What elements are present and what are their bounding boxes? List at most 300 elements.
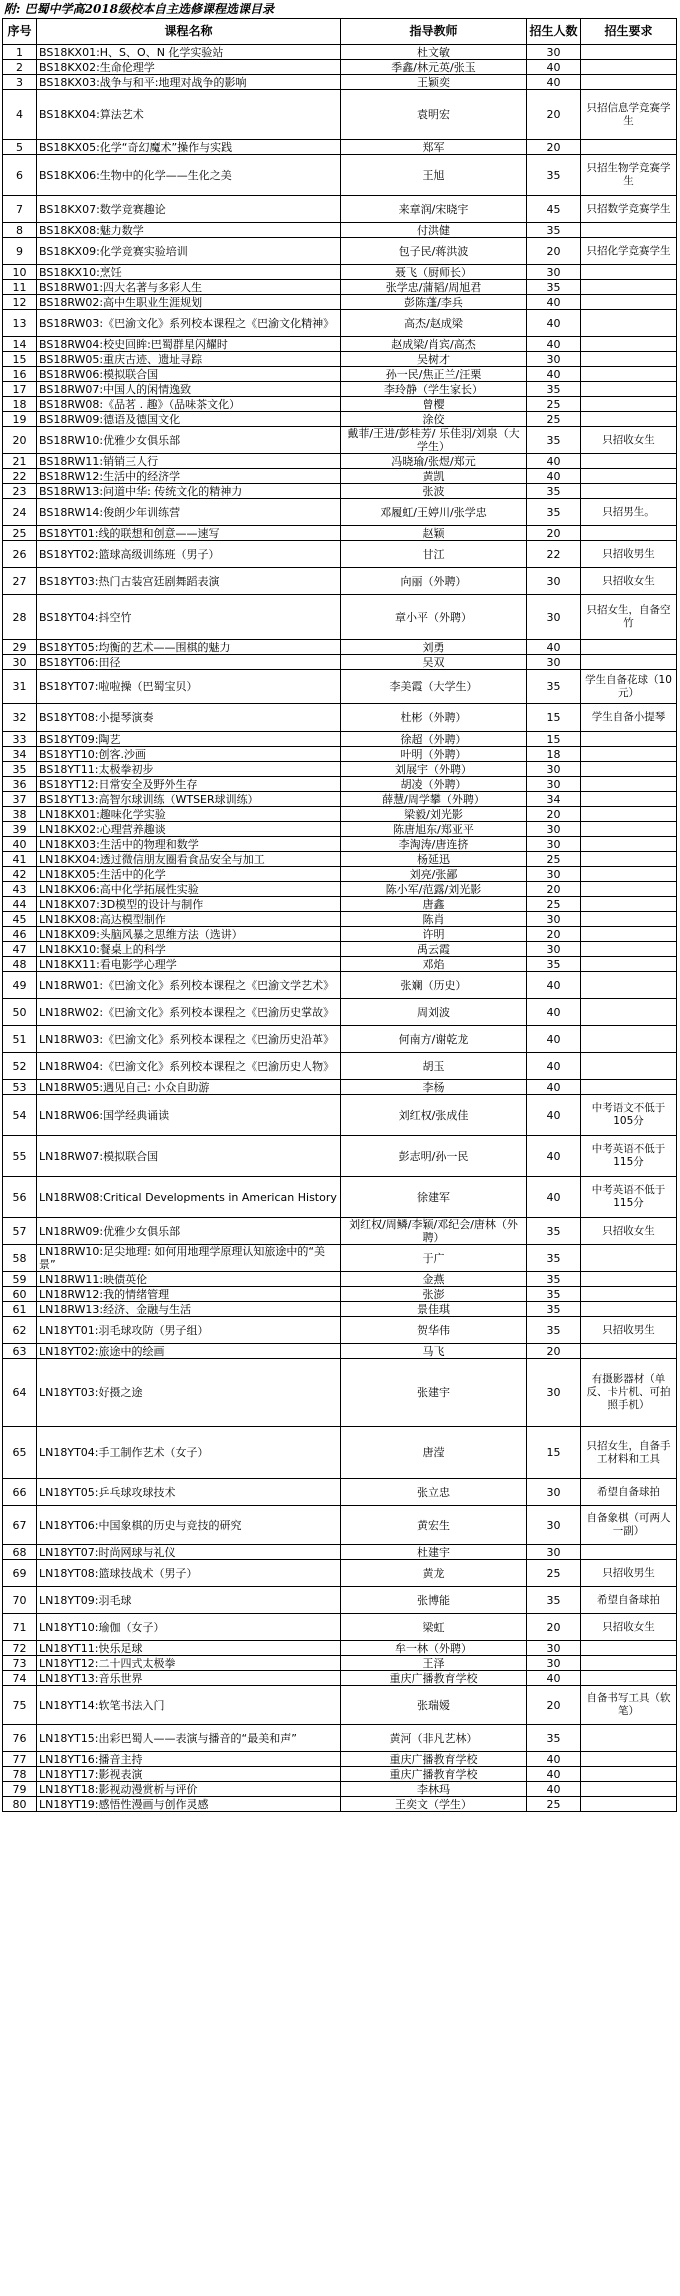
course-name: BS18KX08:魅力数学 bbox=[37, 223, 341, 238]
table-row bbox=[3, 541, 677, 568]
table-row bbox=[3, 704, 677, 732]
teacher-name: 赵成梁/肖宾/高杰 bbox=[341, 337, 527, 352]
teacher-name: 袁明宏 bbox=[341, 90, 527, 140]
enrollment-requirement bbox=[581, 732, 677, 747]
course-name: BS18KX02:生命伦理学 bbox=[37, 60, 341, 75]
enrollment-requirement bbox=[581, 942, 677, 957]
row-number: 14 bbox=[3, 337, 37, 352]
table-row bbox=[3, 280, 677, 295]
enrollment-quota: 35 bbox=[527, 670, 581, 704]
enrollment-quota: 30 bbox=[527, 568, 581, 595]
teacher-name: 杨延迅 bbox=[341, 852, 527, 867]
table-row bbox=[3, 382, 677, 397]
enrollment-requirement bbox=[581, 1344, 677, 1359]
table-row bbox=[3, 140, 677, 155]
teacher-name: 王泽 bbox=[341, 1656, 527, 1671]
table-row bbox=[3, 238, 677, 265]
enrollment-quota: 35 bbox=[527, 382, 581, 397]
row-number: 23 bbox=[3, 484, 37, 499]
teacher-name: 张博能 bbox=[341, 1587, 527, 1614]
teacher-name: 周刘波 bbox=[341, 999, 527, 1026]
table-row bbox=[3, 1686, 677, 1725]
row-number: 76 bbox=[3, 1725, 37, 1752]
enrollment-requirement bbox=[581, 837, 677, 852]
enrollment-quota: 35 bbox=[527, 427, 581, 454]
teacher-name: 张波 bbox=[341, 484, 527, 499]
row-number: 43 bbox=[3, 882, 37, 897]
course-name: LN18YT07:时尚网球与礼仪 bbox=[37, 1545, 341, 1560]
row-number: 16 bbox=[3, 367, 37, 382]
enrollment-requirement bbox=[581, 484, 677, 499]
teacher-name: 重庆广播教育学校 bbox=[341, 1752, 527, 1767]
teacher-name: 梁虹 bbox=[341, 1614, 527, 1641]
row-number: 46 bbox=[3, 927, 37, 942]
course-name: LN18YT11:快乐足球 bbox=[37, 1641, 341, 1656]
row-number: 48 bbox=[3, 957, 37, 972]
enrollment-quota: 40 bbox=[527, 1095, 581, 1136]
course-name: LN18RW07:模拟联合国 bbox=[37, 1136, 341, 1177]
enrollment-quota: 40 bbox=[527, 1782, 581, 1797]
course-name: LN18YT14:软笔书法入门 bbox=[37, 1686, 341, 1725]
course-name: BS18RW13:问道中华: 传统文化的精神力 bbox=[37, 484, 341, 499]
course-name: LN18YT05:乒乓球攻球技术 bbox=[37, 1479, 341, 1506]
enrollment-quota: 30 bbox=[527, 837, 581, 852]
teacher-name: 张澎 bbox=[341, 1287, 527, 1302]
enrollment-requirement bbox=[581, 1752, 677, 1767]
course-name: LN18YT04:手工制作艺术（女子） bbox=[37, 1427, 341, 1479]
table-row bbox=[3, 897, 677, 912]
enrollment-requirement bbox=[581, 469, 677, 484]
table-row bbox=[3, 1725, 677, 1752]
enrollment-requirement bbox=[581, 640, 677, 655]
table-row bbox=[3, 499, 677, 526]
course-name: LN18RW11:映债英伦 bbox=[37, 1272, 341, 1287]
enrollment-requirement bbox=[581, 1725, 677, 1752]
row-number: 25 bbox=[3, 526, 37, 541]
enrollment-quota: 30 bbox=[527, 777, 581, 792]
teacher-name: 刘红权/张成佳 bbox=[341, 1095, 527, 1136]
row-number: 63 bbox=[3, 1344, 37, 1359]
course-name: LN18YT13:音乐世界 bbox=[37, 1671, 341, 1686]
table-row bbox=[3, 1656, 677, 1671]
enrollment-requirement bbox=[581, 792, 677, 807]
course-name: LN18RW06:国学经典诵读 bbox=[37, 1095, 341, 1136]
course-name: LN18YT16:播音主持 bbox=[37, 1752, 341, 1767]
teacher-name: 赵颖 bbox=[341, 526, 527, 541]
enrollment-quota: 30 bbox=[527, 942, 581, 957]
enrollment-quota: 35 bbox=[527, 1587, 581, 1614]
enrollment-quota: 40 bbox=[527, 295, 581, 310]
enrollment-quota: 25 bbox=[527, 1797, 581, 1812]
course-name: LN18YT08:篮球技战术（男子） bbox=[37, 1560, 341, 1587]
course-name: BS18YT07:啦啦操（巴蜀宝贝） bbox=[37, 670, 341, 704]
table-row bbox=[3, 427, 677, 454]
enrollment-requirement: 学生自备花球（10元） bbox=[581, 670, 677, 704]
course-name: BS18RW11:销销三人行 bbox=[37, 454, 341, 469]
teacher-name: 付洪健 bbox=[341, 223, 527, 238]
enrollment-requirement bbox=[581, 777, 677, 792]
row-number: 33 bbox=[3, 732, 37, 747]
enrollment-quota: 22 bbox=[527, 541, 581, 568]
teacher-name: 胡凌（外聘） bbox=[341, 777, 527, 792]
enrollment-requirement bbox=[581, 1797, 677, 1812]
teacher-name: 许明 bbox=[341, 927, 527, 942]
course-name: BS18YT02:篮球高级训练班（男子） bbox=[37, 541, 341, 568]
teacher-name: 陈肖 bbox=[341, 912, 527, 927]
table-row bbox=[3, 670, 677, 704]
enrollment-requirement bbox=[581, 1767, 677, 1782]
enrollment-quota: 45 bbox=[527, 196, 581, 223]
table-row bbox=[3, 45, 677, 60]
enrollment-requirement: 只招收女生 bbox=[581, 1614, 677, 1641]
enrollment-quota: 15 bbox=[527, 1427, 581, 1479]
course-name: BS18YT05:均衡的艺术——围棋的魅力 bbox=[37, 640, 341, 655]
course-name: LN18KX02:心理营养趣谈 bbox=[37, 822, 341, 837]
enrollment-requirement bbox=[581, 223, 677, 238]
enrollment-quota: 30 bbox=[527, 1506, 581, 1545]
course-name: BS18RW03:《巴渝文化》系列校本课程之《巴渝文化精神》 bbox=[37, 310, 341, 337]
enrollment-quota: 40 bbox=[527, 999, 581, 1026]
enrollment-quota: 20 bbox=[527, 807, 581, 822]
teacher-name: 唐滢 bbox=[341, 1427, 527, 1479]
enrollment-quota: 25 bbox=[527, 897, 581, 912]
document-title: 附: 巴蜀中学高2018级校本自主选修课程选课目录 bbox=[4, 2, 275, 16]
row-number: 26 bbox=[3, 541, 37, 568]
enrollment-quota: 20 bbox=[527, 1344, 581, 1359]
enrollment-quota: 25 bbox=[527, 397, 581, 412]
enrollment-requirement bbox=[581, 382, 677, 397]
enrollment-quota: 35 bbox=[527, 155, 581, 196]
teacher-name: 牟一林（外聘） bbox=[341, 1641, 527, 1656]
course-name: BS18KX05:化学“奇幻魔术”操作与实践 bbox=[37, 140, 341, 155]
enrollment-requirement: 自备书写工具（软笔） bbox=[581, 1686, 677, 1725]
table-row bbox=[3, 1587, 677, 1614]
enrollment-requirement: 学生自备小提琴 bbox=[581, 704, 677, 732]
row-number: 15 bbox=[3, 352, 37, 367]
header-course-name: 课程名称 bbox=[37, 19, 341, 45]
enrollment-requirement bbox=[581, 927, 677, 942]
row-number: 29 bbox=[3, 640, 37, 655]
table-row bbox=[3, 1302, 677, 1317]
teacher-name: 杜彬（外聘） bbox=[341, 704, 527, 732]
course-name: BS18RW06:模拟联合国 bbox=[37, 367, 341, 382]
enrollment-quota: 30 bbox=[527, 762, 581, 777]
course-name: BS18RW09:德语及德国文化 bbox=[37, 412, 341, 427]
teacher-name: 李杨 bbox=[341, 1080, 527, 1095]
table-row bbox=[3, 568, 677, 595]
enrollment-requirement: 只招化学竞赛学生 bbox=[581, 238, 677, 265]
course-name: LN18KX08:高达模型制作 bbox=[37, 912, 341, 927]
row-number: 50 bbox=[3, 999, 37, 1026]
teacher-name: 季鑫/林元英/张玉 bbox=[341, 60, 527, 75]
teacher-name: 张瑞嫒 bbox=[341, 1686, 527, 1725]
enrollment-requirement bbox=[581, 1545, 677, 1560]
table-row bbox=[3, 397, 677, 412]
teacher-name: 梁毅/刘光影 bbox=[341, 807, 527, 822]
enrollment-requirement: 只招信息学竞赛学生 bbox=[581, 90, 677, 140]
table-row bbox=[3, 526, 677, 541]
enrollment-requirement bbox=[581, 1287, 677, 1302]
enrollment-quota: 40 bbox=[527, 337, 581, 352]
row-number: 53 bbox=[3, 1080, 37, 1095]
table-row bbox=[3, 882, 677, 897]
enrollment-requirement bbox=[581, 1080, 677, 1095]
table-row bbox=[3, 90, 677, 140]
teacher-name: 黄龙 bbox=[341, 1560, 527, 1587]
table-row bbox=[3, 1026, 677, 1053]
enrollment-quota: 30 bbox=[527, 867, 581, 882]
course-name: LN18RW10:足尖地理: 如何用地理学原理认知旅途中的“美景” bbox=[37, 1245, 341, 1272]
course-name: BS18YT01:线的联想和创意——速写 bbox=[37, 526, 341, 541]
row-number: 66 bbox=[3, 1479, 37, 1506]
teacher-name: 叶明（外聘） bbox=[341, 747, 527, 762]
course-name: BS18YT08:小提琴演奏 bbox=[37, 704, 341, 732]
teacher-name: 戴菲/王进/彭桂芳/ 乐佳羽/刘泉（大学生） bbox=[341, 427, 527, 454]
row-number: 38 bbox=[3, 807, 37, 822]
course-name: LN18YT03:好摄之途 bbox=[37, 1359, 341, 1427]
teacher-name: 王颖奕 bbox=[341, 75, 527, 90]
teacher-name: 来章润/宋晓宇 bbox=[341, 196, 527, 223]
enrollment-requirement: 有摄影器材（单反、卡片机、可拍照手机） bbox=[581, 1359, 677, 1427]
row-number: 30 bbox=[3, 655, 37, 670]
table-row bbox=[3, 762, 677, 777]
table-row bbox=[3, 1506, 677, 1545]
table-row bbox=[3, 1427, 677, 1479]
row-number: 79 bbox=[3, 1782, 37, 1797]
teacher-name: 甘江 bbox=[341, 541, 527, 568]
row-number: 52 bbox=[3, 1053, 37, 1080]
row-number: 58 bbox=[3, 1245, 37, 1272]
teacher-name: 向丽（外聘） bbox=[341, 568, 527, 595]
enrollment-requirement bbox=[581, 655, 677, 670]
enrollment-requirement bbox=[581, 882, 677, 897]
enrollment-requirement: 只招生物学竞赛学生 bbox=[581, 155, 677, 196]
table-row bbox=[3, 942, 677, 957]
row-number: 44 bbox=[3, 897, 37, 912]
teacher-name: 张学忠/蒲韬/周旭君 bbox=[341, 280, 527, 295]
course-name: LN18YT19:感悟性漫画与创作灵感 bbox=[37, 1797, 341, 1812]
enrollment-requirement bbox=[581, 397, 677, 412]
teacher-name: 贺华伟 bbox=[341, 1317, 527, 1344]
table-row bbox=[3, 1272, 677, 1287]
teacher-name: 刘展宇（外聘） bbox=[341, 762, 527, 777]
row-number: 32 bbox=[3, 704, 37, 732]
table-row bbox=[3, 1545, 677, 1560]
row-number: 9 bbox=[3, 238, 37, 265]
row-number: 4 bbox=[3, 90, 37, 140]
enrollment-requirement bbox=[581, 45, 677, 60]
enrollment-requirement bbox=[581, 867, 677, 882]
enrollment-quota: 40 bbox=[527, 60, 581, 75]
teacher-name: 禹云霞 bbox=[341, 942, 527, 957]
course-name: BS18YT10:创客.沙画 bbox=[37, 747, 341, 762]
table-row bbox=[3, 1136, 677, 1177]
row-number: 11 bbox=[3, 280, 37, 295]
teacher-name: 黄凯 bbox=[341, 469, 527, 484]
row-number: 45 bbox=[3, 912, 37, 927]
table-row bbox=[3, 155, 677, 196]
enrollment-requirement: 中考语文不低于105分 bbox=[581, 1095, 677, 1136]
enrollment-quota: 25 bbox=[527, 852, 581, 867]
enrollment-requirement bbox=[581, 265, 677, 280]
table-row bbox=[3, 927, 677, 942]
table-row bbox=[3, 484, 677, 499]
row-number: 77 bbox=[3, 1752, 37, 1767]
course-name: BS18RW02:高中生职业生涯规划 bbox=[37, 295, 341, 310]
table-row bbox=[3, 310, 677, 337]
header-row bbox=[3, 19, 677, 45]
enrollment-quota: 40 bbox=[527, 1080, 581, 1095]
enrollment-requirement: 只招收男生 bbox=[581, 541, 677, 568]
teacher-name: 李美霞（大学生） bbox=[341, 670, 527, 704]
enrollment-quota: 35 bbox=[527, 499, 581, 526]
enrollment-quota: 30 bbox=[527, 1641, 581, 1656]
course-name: BS18YT09:陶艺 bbox=[37, 732, 341, 747]
row-number: 34 bbox=[3, 747, 37, 762]
teacher-name: 冯晓瑜/张煜/郑元 bbox=[341, 454, 527, 469]
row-number: 5 bbox=[3, 140, 37, 155]
teacher-name: 邓焰 bbox=[341, 957, 527, 972]
row-number: 36 bbox=[3, 777, 37, 792]
course-name: LN18YT18:影视动漫赏析与评价 bbox=[37, 1782, 341, 1797]
enrollment-quota: 35 bbox=[527, 1302, 581, 1317]
teacher-name: 杜文敏 bbox=[341, 45, 527, 60]
enrollment-quota: 25 bbox=[527, 412, 581, 427]
row-number: 18 bbox=[3, 397, 37, 412]
table-row bbox=[3, 912, 677, 927]
course-name: BS18YT12:日常安全及野外生存 bbox=[37, 777, 341, 792]
teacher-name: 金燕 bbox=[341, 1272, 527, 1287]
enrollment-requirement bbox=[581, 1782, 677, 1797]
row-number: 65 bbox=[3, 1427, 37, 1479]
table-row bbox=[3, 1479, 677, 1506]
enrollment-requirement bbox=[581, 807, 677, 822]
enrollment-quota: 20 bbox=[527, 927, 581, 942]
row-number: 42 bbox=[3, 867, 37, 882]
header-num: 序号 bbox=[3, 19, 37, 45]
enrollment-quota: 35 bbox=[527, 223, 581, 238]
enrollment-quota: 40 bbox=[527, 1177, 581, 1218]
table-row bbox=[3, 75, 677, 90]
table-row bbox=[3, 196, 677, 223]
table-row bbox=[3, 595, 677, 640]
enrollment-requirement bbox=[581, 972, 677, 999]
row-number: 73 bbox=[3, 1656, 37, 1671]
table-row bbox=[3, 867, 677, 882]
teacher-name: 薛慧/周学攀（外聘） bbox=[341, 792, 527, 807]
course-name: LN18RW03:《巴渝文化》系列校本课程之《巴渝历史沿革》 bbox=[37, 1026, 341, 1053]
teacher-name: 孙一民/焦正兰/汪栗 bbox=[341, 367, 527, 382]
row-number: 22 bbox=[3, 469, 37, 484]
row-number: 68 bbox=[3, 1545, 37, 1560]
enrollment-quota: 35 bbox=[527, 484, 581, 499]
enrollment-requirement bbox=[581, 957, 677, 972]
row-number: 47 bbox=[3, 942, 37, 957]
row-number: 35 bbox=[3, 762, 37, 777]
course-name: LN18KX03:生活中的物理和数学 bbox=[37, 837, 341, 852]
enrollment-quota: 35 bbox=[527, 1245, 581, 1272]
teacher-name: 唐鑫 bbox=[341, 897, 527, 912]
teacher-name: 曾樱 bbox=[341, 397, 527, 412]
table-row bbox=[3, 777, 677, 792]
teacher-name: 李玲静（学生家长） bbox=[341, 382, 527, 397]
enrollment-requirement: 只招收男生 bbox=[581, 1317, 677, 1344]
enrollment-quota: 20 bbox=[527, 238, 581, 265]
course-name: LN18YT01:羽毛球攻防（男子组） bbox=[37, 1317, 341, 1344]
enrollment-quota: 40 bbox=[527, 469, 581, 484]
course-name: BS18KX10:烹饪 bbox=[37, 265, 341, 280]
course-name: BS18YT13:高智尔球训练（WTSER球训练） bbox=[37, 792, 341, 807]
enrollment-requirement bbox=[581, 852, 677, 867]
row-number: 20 bbox=[3, 427, 37, 454]
teacher-name: 包子民/蒋洪波 bbox=[341, 238, 527, 265]
enrollment-requirement: 中考英语不低于115分 bbox=[581, 1177, 677, 1218]
enrollment-quota: 30 bbox=[527, 352, 581, 367]
enrollment-requirement bbox=[581, 295, 677, 310]
enrollment-quota: 30 bbox=[527, 1479, 581, 1506]
enrollment-requirement: 希望自备球拍 bbox=[581, 1479, 677, 1506]
enrollment-requirement bbox=[581, 1641, 677, 1656]
enrollment-quota: 40 bbox=[527, 454, 581, 469]
course-name: BS18RW12:生活中的经济学 bbox=[37, 469, 341, 484]
teacher-name: 于广 bbox=[341, 1245, 527, 1272]
course-name: BS18RW14:俊朗少年训练营 bbox=[37, 499, 341, 526]
row-number: 62 bbox=[3, 1317, 37, 1344]
enrollment-quota: 30 bbox=[527, 1656, 581, 1671]
row-number: 8 bbox=[3, 223, 37, 238]
enrollment-requirement bbox=[581, 352, 677, 367]
enrollment-requirement bbox=[581, 412, 677, 427]
enrollment-quota: 35 bbox=[527, 957, 581, 972]
course-name: BS18KX01:H、S、O、N 化学实验站 bbox=[37, 45, 341, 60]
enrollment-quota: 40 bbox=[527, 1752, 581, 1767]
row-number: 59 bbox=[3, 1272, 37, 1287]
table-row bbox=[3, 1177, 677, 1218]
enrollment-quota: 35 bbox=[527, 1317, 581, 1344]
table-row bbox=[3, 1287, 677, 1302]
course-name: LN18KX07:3D模型的设计与制作 bbox=[37, 897, 341, 912]
teacher-name: 郑军 bbox=[341, 140, 527, 155]
course-name: BS18KX03:战争与和平:地理对战争的影响 bbox=[37, 75, 341, 90]
teacher-name: 涂佼 bbox=[341, 412, 527, 427]
enrollment-requirement bbox=[581, 1671, 677, 1686]
course-name: LN18KX06:高中化学拓展性实验 bbox=[37, 882, 341, 897]
course-name: LN18RW05:遇见自己: 小众自助游 bbox=[37, 1080, 341, 1095]
table-row bbox=[3, 1671, 677, 1686]
table-row bbox=[3, 640, 677, 655]
row-number: 74 bbox=[3, 1671, 37, 1686]
table-row bbox=[3, 454, 677, 469]
course-name: BS18KX07:数学竞赛趣论 bbox=[37, 196, 341, 223]
row-number: 72 bbox=[3, 1641, 37, 1656]
enrollment-requirement bbox=[581, 367, 677, 382]
enrollment-quota: 40 bbox=[527, 972, 581, 999]
row-number: 60 bbox=[3, 1287, 37, 1302]
row-number: 27 bbox=[3, 568, 37, 595]
teacher-name: 何南方/谢乾龙 bbox=[341, 1026, 527, 1053]
row-number: 49 bbox=[3, 972, 37, 999]
row-number: 70 bbox=[3, 1587, 37, 1614]
course-name: LN18RW13:经济、金融与生活 bbox=[37, 1302, 341, 1317]
enrollment-quota: 30 bbox=[527, 265, 581, 280]
course-name: BS18KX04:算法艺术 bbox=[37, 90, 341, 140]
teacher-name: 陈小军/范露/刘光影 bbox=[341, 882, 527, 897]
course-name: BS18RW10:优雅少女俱乐部 bbox=[37, 427, 341, 454]
row-number: 75 bbox=[3, 1686, 37, 1725]
enrollment-requirement bbox=[581, 897, 677, 912]
table-row bbox=[3, 1614, 677, 1641]
enrollment-requirement bbox=[581, 75, 677, 90]
